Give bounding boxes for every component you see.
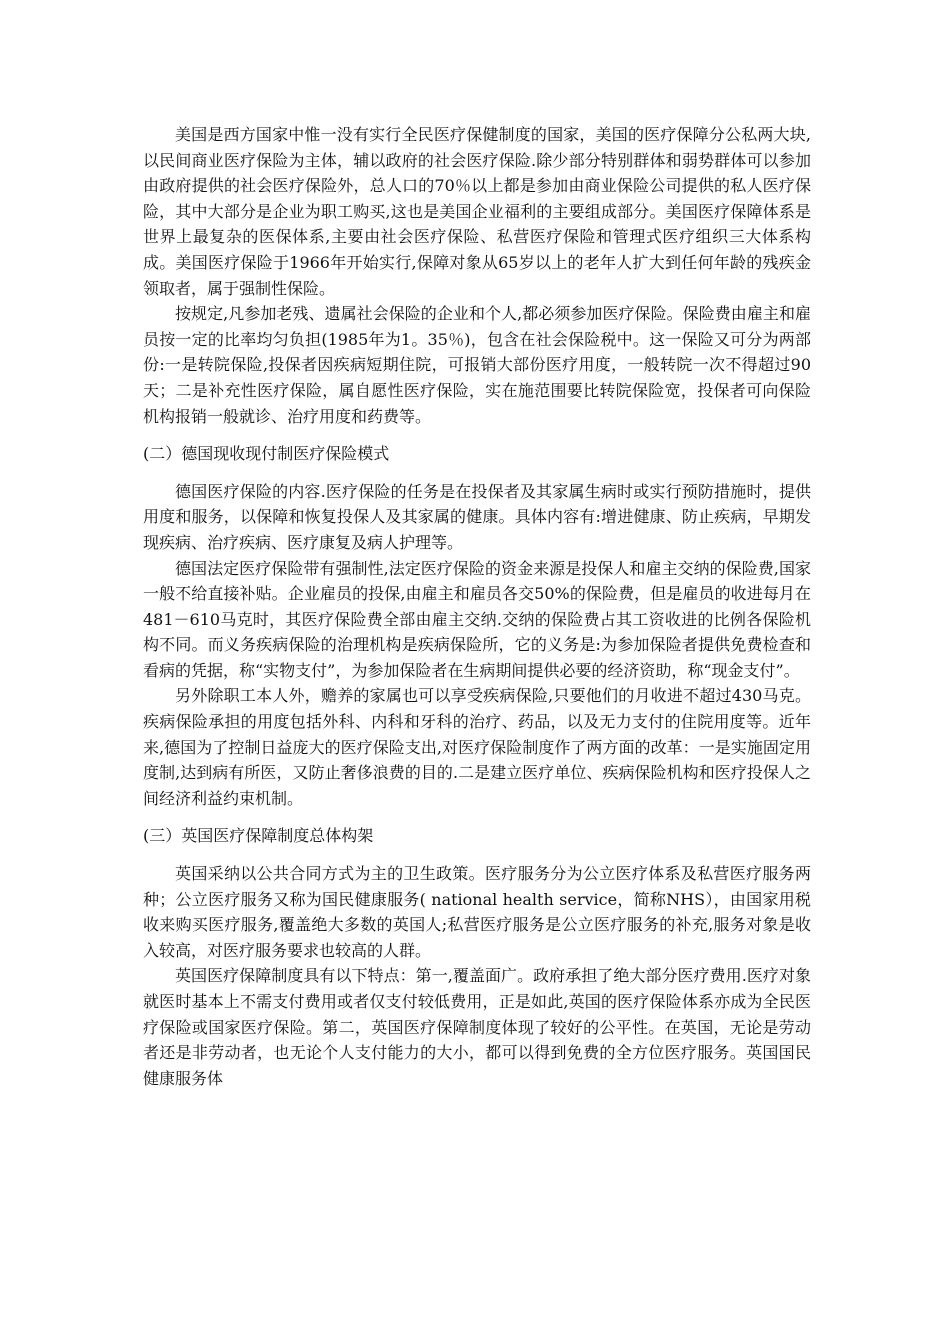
paragraph-uk-policy: 英国采纳以公共合同方式为主的卫生政策。医疗服务分为公立医疗体系及私营医疗服务两种；公立医疗服务又称为国民健康服务( national health service，简称NHS），由国家用税收来购买医疗服务,覆盖绝大多数的英国人;私营医疗服务是公立医疗服务的补充,服务对象是收入较高，对医疗服务要求也较高的人群。 (143, 864, 811, 960)
paragraph-us-overview: 美国是西方国家中惟一没有实行全民医疗保健制度的国家，美国的医疗保障分公私两大块,以民间商业医疗保险为主体，辅以政府的社会医疗保险.除少部分特别群体和弱势群体可以参加由政府提供的社会医疗保险外，总人口的70％以上都是参加由商业保险公司提供的私人医疗保险，其中大部分是企业为职工购买,这也是美国企业福利的主要组成部分。美国医疗保障体系是世界上最复杂的医保体系,主要由社会医疗保险、私营医疗保险和管理式医疗组织三大体系构成。美国医疗保险于1966年开始实行,保障对象从65岁以上的老年人扩大到任何年龄的残疾金领取者，属于强制性保险。 (143, 125, 811, 298)
spacer (143, 849, 811, 861)
section-heading-germany: (二）德国现收现付制医疗保险模式 (143, 444, 390, 464)
section-heading-uk: (三）英国医疗保障制度总体构架 (143, 826, 374, 846)
spacer (143, 811, 811, 823)
paragraph-uk-features: 英国医疗保障制度具有以下特点：第一,覆盖面广。政府承担了绝大部分医疗费用.医疗对象就医时基本上不需支付费用或者仅支付较低费用，正是如此,英国的医疗保险体系亦成为全民医疗保险或国家医疗保险。第二，英国医疗保障制度体现了较好的公平性。在英国，无论是劳动者还是非劳动者，也无论个人支付能力的大小，都可以得到免费的全方位医疗服务。英国国民健康服务体 (143, 966, 811, 1088)
paragraph-germany-reform: 另外除职工本人外，赡养的家属也可以享受疾病保险,只要他们的月收进不超过430马克。疾病保险承担的用度包括外科、内科和牙科的治疗、药品，以及无力支付的住院用度等。近年来,德国为了控制日益庞大的医疗保险支出,对医疗保险制度作了两方面的改革：一是实施固定用度制,达到病有所医，又防止奢侈浪费的目的.二是建立医疗单位、疾病保险机构和医疗投保人之间经济利益约束机制。 (143, 686, 811, 808)
paragraph-germany-content: 德国医疗保险的内容.医疗保险的任务是在投保者及其家属生病时或实行预防措施时，提供用度和服务，以保障和恢复投保人及其家属的健康。具体内容有:增进健康、防止疾病，早期发现疾病、治疗疾病、医疗康复及病人护理等。 (143, 481, 811, 552)
document-page (143, 122, 811, 1091)
paragraph-germany-funding: 德国法定医疗保险带有强制性,法定医疗保险的资金来源是投保人和雇主交纳的保险费,国家一般不给直接补贴。企业雇员的投保,由雇主和雇员各交50%的保险费，但是雇员的收进每月在481－610马克时，其医疗保险费全部由雇主交纳.交纳的保险费占其工资收进的比例各保险机构不同。而义务疾病保险的治理机构是疾病保险所，它的义务是:为参加保险者提供免费检查和看病的凭据，称“实物支付”，为参加保险者在生病期间提供必要的经济资助，称“现金支付”。 (143, 558, 811, 680)
spacer (143, 429, 811, 441)
paragraph-us-insurance-rules: 按规定,凡参加老残、遗属社会保险的企业和个人,都必须参加医疗保险。保险费由雇主和雇员按一定的比率均匀负担(1985年为1。35％)，包含在社会保险税中。这一保险又可分为两部份:一是转院保险,投保者因疾病短期住院，可报销大部份医疗用度，一般转院一次不得超过90天；二是补充性医疗保险，属自愿性医疗保险，实在施范围要比转院保险宽，投保者可向保险机构报销一般就诊、治疗用度和药费等。 (143, 304, 811, 426)
spacer (143, 467, 811, 479)
